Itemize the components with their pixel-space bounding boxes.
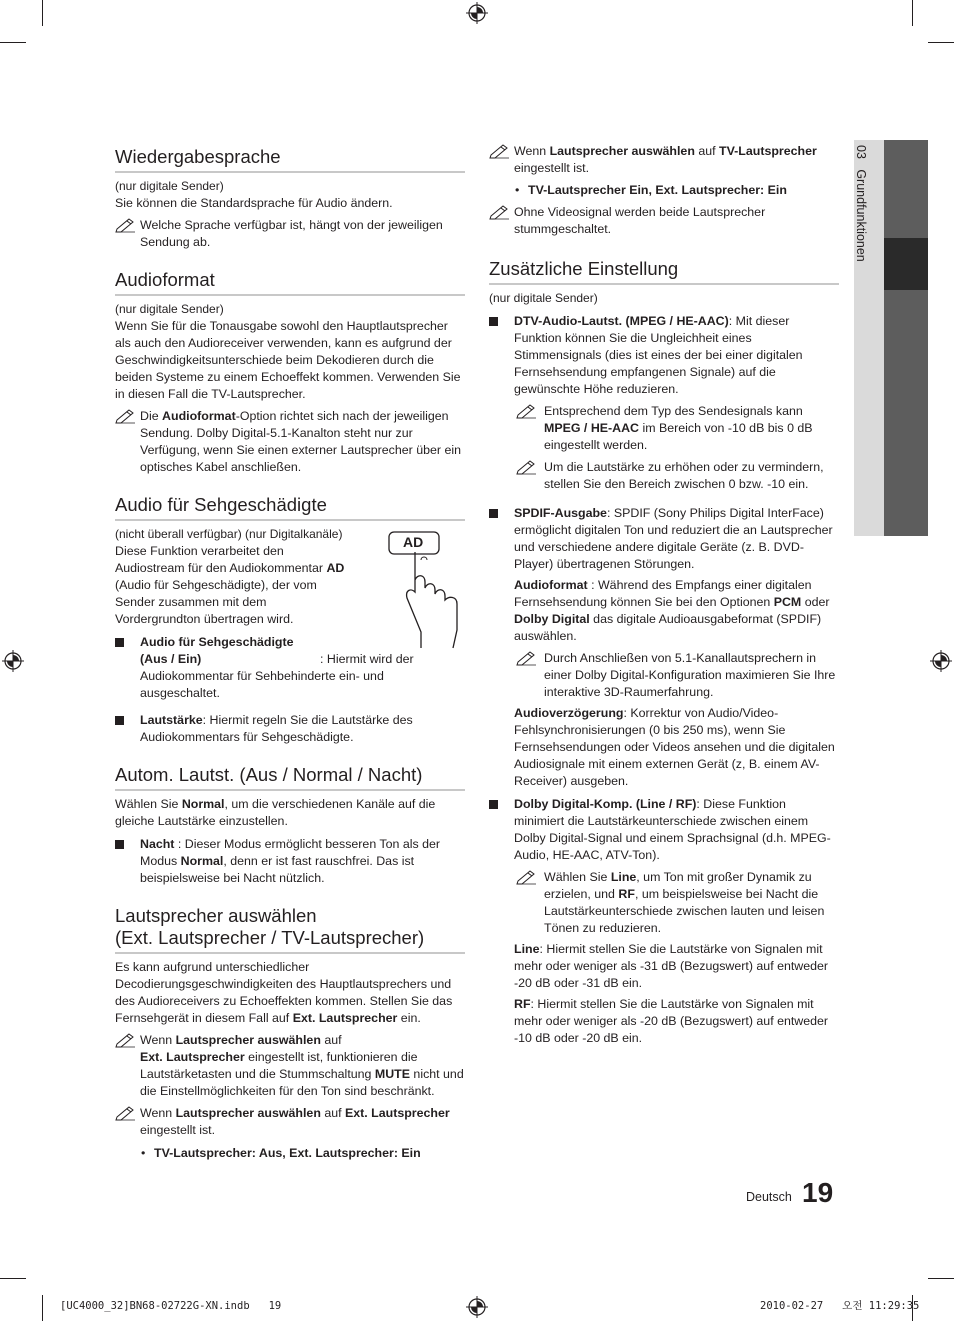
note-text: Ohne Videosignal werden beide Lautsprecher stummgeschaltet. [514,205,766,236]
note [115,408,465,476]
note [489,204,839,238]
bullet-bold: Lautstärke [140,713,203,727]
crop-mark [42,0,43,26]
pencil-note-icon [516,403,538,419]
left-column [115,146,465,1180]
note-text: Die [140,409,163,423]
sub-bullet-text: TV-Lautsprecher Ein, Ext. Lautsprecher: Ein [528,183,787,197]
bullet-dot: • [515,183,520,197]
section-lautsprecher-auswaehlen [115,905,465,1162]
pencil-note-icon [489,143,511,159]
section-audio-sehgeschaedigte [115,494,465,746]
bullet-square [489,800,498,809]
section-autom-lautst [115,764,465,887]
sender-note: (nur digitale Sender) [489,291,598,305]
page-number: 19 [802,1177,834,1208]
ad-label: AD [403,534,424,550]
sub-bullet [514,182,839,199]
registration-mark-icon [466,1296,488,1318]
chapter-title: Grundfunktionen [854,169,868,262]
bullet-item [115,634,465,702]
body-text: Wenn Sie für die Tonausgabe sowohl den Hauptlautsprecher als auch den Audioreceiver verwenden, kann es aufgrund der Geschwindigkeitsunterschiede beim Dekodieren durch die beiden Systeme zu einem Echoeffekt kommen. Verwenden Sie in diesen Fall die TV-Lautsprecher. [115,319,461,401]
side-tab-dark [884,140,928,536]
bullet-text: : Hiermit wird der Audiokommentar für Sehbehinderte ein- und ausgeschaltet. [140,652,414,700]
note: Wenn Lautsprecher auswählen auf Ext. Lautsprecher eingestellt ist, funktionieren die Lautstärketasten und die Stummschaltung MUTE nicht und die Einstellmöglichkeiten für den Ton sind beschränkt. [115,1032,465,1100]
note: Entsprechend dem Typ des Sendesignals kann MPEG / HE-AAC im Bereich von -10 dB bis 0 dB eingestellt werden. [489,403,839,454]
note: Wählen Sie Line, um Ton mit großer Dynamik zu erzielen, und RF, um beispielsweise bei Nacht die Lautstärkeunterschiede zwischen lauten und leisen Tönen zu reduzieren. [489,869,839,937]
note [489,650,839,701]
bullet-bold: Nacht [140,837,175,851]
section-title: Audioformat [115,269,465,296]
body-text: Line: Hiermit stellen Sie die Lautstärke von Signalen mit mehr oder weniger als -31 dB (Bezugswert) auf entweder -20 dB oder -31 dB ein. [514,942,829,990]
bullet-dot: • [141,1146,146,1160]
bullet-square [115,840,124,849]
note-text: Welche Sprache verfügbar ist, hängt von der jeweiligen Sendung ab. [140,218,443,249]
body-text: RF: Hiermit stellen Sie die Lautstärke von Signalen mit mehr oder weniger als -20 dB (Bezugswert) auf entweder -10 dB oder -20 dB ein. [514,997,829,1045]
crop-mark [0,1278,26,1279]
crop-mark [928,42,954,43]
right-column [489,143,839,1065]
pencil-note-icon [115,408,137,424]
section-zusaetzliche-einstellung [489,258,839,1047]
pencil-note-icon [489,204,511,220]
section-title: Zusätzliche Einstellung [489,258,839,285]
bullet-bold: Audio für Sehgeschädigte (Aus / Ein) [140,635,294,666]
note-text: Durch Anschließen von 5.1-Kanallautsprechern in einer Dolby Digital-Konfiguration maximieren Sie Ihre interaktive 3D-Raumerfahrung. [544,651,836,699]
note [115,217,465,251]
pencil-note-icon [516,650,538,666]
bullet-square [115,638,124,647]
crop-mark [912,0,913,26]
body-text: Sie können die Standardsprache für Audio ändern. [115,196,393,210]
side-tab-label [849,145,869,345]
section-title: Wiedergabesprache [115,146,465,173]
section-title: Lautsprecher auswählen (Ext. Lautsprecher / TV-Lautsprecher) [115,905,465,954]
sub-bullet [140,1145,465,1162]
registration-mark-icon [930,650,952,672]
section-title: Audio für Sehgeschädigte [115,494,465,521]
bullet-item: DTV-Audio-Lautst. (MPEG / HE-AAC): Mit dieser Funktion können Sie die Ungleichheit eines Stimmensignals (dies ist eines der bei einer digitalen Fernsehsendung empfangenen Signale) auf die gewünschte Höhe reduzieren. [489,313,839,398]
bullet-item: Nacht : Dieser Modus ermöglicht besseren Ton als der Modus Normal, denn er ist fast rauschfrei. Das ist beispielsweise bei Nacht nützlich. [115,836,465,887]
pencil-note-icon [115,1105,137,1121]
availability-note: (nicht überall verfügbar) (nur Digitalkanäle) [115,527,343,541]
registration-mark-icon [466,2,488,24]
crop-mark [42,1295,43,1321]
note-bold: Audioformat [162,409,236,423]
chapter-number: 03 [854,145,868,159]
body-text: Diese Funktion verarbeitet den Audiostream für den Audiokommentar AD (Audio für Sehgeschädigte), der vom Sender zusammen mit dem Vordergrundton übertragen wird. [115,544,345,626]
sender-note: (nur digitale Sender) [115,179,224,193]
section-title: Autom. Lautst. (Aus / Normal / Nacht) [115,764,465,791]
body-text: Wählen Sie Normal, um die verschiedenen Kanäle auf die gleiche Lautstärke einzustellen. [115,797,436,828]
pencil-note-icon [115,217,137,233]
note: Wenn Lautsprecher auswählen auf Ext. Lautsprecher eingestellt ist. • TV-Lautsprecher: Aus, Ext. Lautsprecher: Ein [115,1105,465,1162]
bullet-item: Dolby Digital-Komp. (Line / RF): Diese Funktion minimiert die Lautstärkeunterschiede zwischen einem Dolby Digital-Signal und einem Sprachsignal (d.h. MPEG-Audio, HE-AAC, ATV-Ton). [489,796,839,864]
section-wiedergabesprache [115,146,465,251]
print-file-info: [UC4000_32]BN68-02722G-XN.indb 19 [60,1300,282,1312]
body-text: Es kann aufgrund unterschiedlicher Decodierungsgeschwindigkeiten des Hauptlautsprechers und des Audioreceivers zu Echoeffekten kommen. Stellen Sie das Fernsehgerät in diesem Fall auf Ext. Lautsprecher ein. [115,960,453,1025]
note [489,459,839,493]
note-text: Um die Lautstärke zu erhöhen oder zu vermindern, stellen Sie den Bereich zwischen 0 bzw. -10 ein. [544,460,824,491]
bullet-item [115,712,465,746]
sender-note: (nur digitale Sender) [115,302,224,316]
bullet-item: SPDIF-Ausgabe: SPDIF (Sony Philips Digital InterFace) ermöglicht digitalen Ton und reduziert die an Lautsprecher und verschiedene andere digitale Geräte (z. B. DVD-Player) übertragenen Störungen. [489,505,839,573]
pencil-note-icon [516,459,538,475]
pencil-note-icon [115,1032,137,1048]
note-text: -Option richtet sich nach der jeweiligen Sendung. Dolby Digital-5.1-Kanalton steht nur zur Verfügung, wenn Sie einen externer Lautsprecher über ein optisches Kabel anschließen. [140,409,461,474]
footer-language: Deutsch [746,1190,792,1204]
bullet-square [489,317,498,326]
print-date-info: 2010-02-27 오전 11:29:35 [760,1300,920,1312]
body-text: Audioformat : Während des Empfangs einer digitalen Fernsehsendung können Sie bei den Optionen PCM oder Dolby Digital das digitale Audioausgabeformat (SPDIF) auswählen. [514,578,830,643]
body-text: Audioverzögerung: Korrektur von Audio/Video-Fehlsynchronisierungen (0 bis 250 ms), wenn Sie Fernsehsendungen oder Videos ansehen und die digitalen Audiosignale mit einem externen Gerät (z, B. einem AV-Receiver) ausgeben. [514,706,835,788]
registration-mark-icon [2,650,24,672]
pencil-note-icon [516,869,538,885]
bullet-text: : Hiermit regeln Sie die Lautstärke des Audiokommentars für Sehgeschädigte. [140,713,413,744]
section-audioformat [115,269,465,476]
crop-mark [0,42,26,43]
ad-button-hand-illustration [387,530,467,650]
bullet-square [489,509,498,518]
crop-mark [928,1278,954,1279]
sub-bullet-text: TV-Lautsprecher: Aus, Ext. Lautsprecher: Ein [154,1146,421,1160]
note: Wenn Lautsprecher auswählen auf TV-Lautsprecher eingestellt ist. • TV-Lautsprecher Ein, Ext. Lautsprecher: Ein [489,143,839,199]
side-tab-marker [884,238,928,290]
bullet-square [115,716,124,725]
